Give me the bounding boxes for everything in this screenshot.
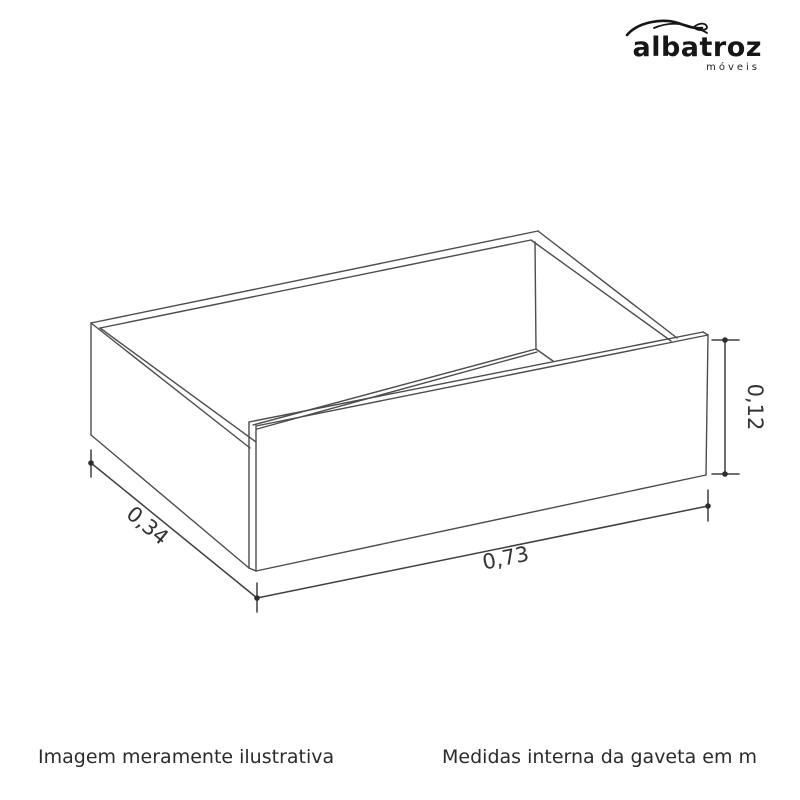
depth-dimension-line	[91, 463, 257, 598]
width-start-dot	[254, 595, 260, 601]
right-rim-inner-edge	[531, 240, 671, 341]
dimension-height	[712, 337, 767, 477]
dimension-width	[254, 490, 711, 612]
width-end-dot	[705, 503, 711, 509]
height-bottom-dot	[722, 471, 728, 477]
width-dimension-label: 0,73	[480, 541, 531, 575]
front-panel-top-back-edge	[249, 332, 703, 422]
dimension-depth	[88, 450, 257, 598]
inner-back-right-corner-edge	[535, 242, 536, 349]
left-rim-inner-edge	[100, 328, 256, 442]
caption-illustrative-note: Imagem meramente ilustrativa	[38, 746, 335, 768]
front-panel-top-right-cap	[703, 332, 708, 335]
height-top-dot	[722, 337, 728, 343]
height-dimension-label: 0,12	[743, 383, 767, 431]
right-rim-outer-edge	[538, 231, 677, 338]
front-panel-top-front-edge	[256, 335, 708, 426]
front-panel-bottom-left-cap	[249, 568, 256, 571]
floor-right-edge	[536, 349, 553, 361]
depth-dimension-label: 0,34	[121, 501, 174, 550]
brand-name: albatroz	[632, 32, 762, 63]
brand-subtitle: móveis	[706, 62, 760, 73]
floor-back-edge	[253, 349, 536, 425]
front-panel-right-edge	[706, 335, 708, 475]
back-rim-inner-edge	[100, 240, 531, 328]
left-rim-outer-edge	[91, 323, 250, 448]
caption-measurement-note: Medidas interna da gaveta em m	[442, 746, 757, 768]
left-wall-bottom-edge	[91, 435, 249, 568]
back-rim-outer-edge	[91, 231, 538, 323]
drawer-wireframe	[91, 231, 708, 571]
depth-start-dot	[88, 460, 94, 466]
